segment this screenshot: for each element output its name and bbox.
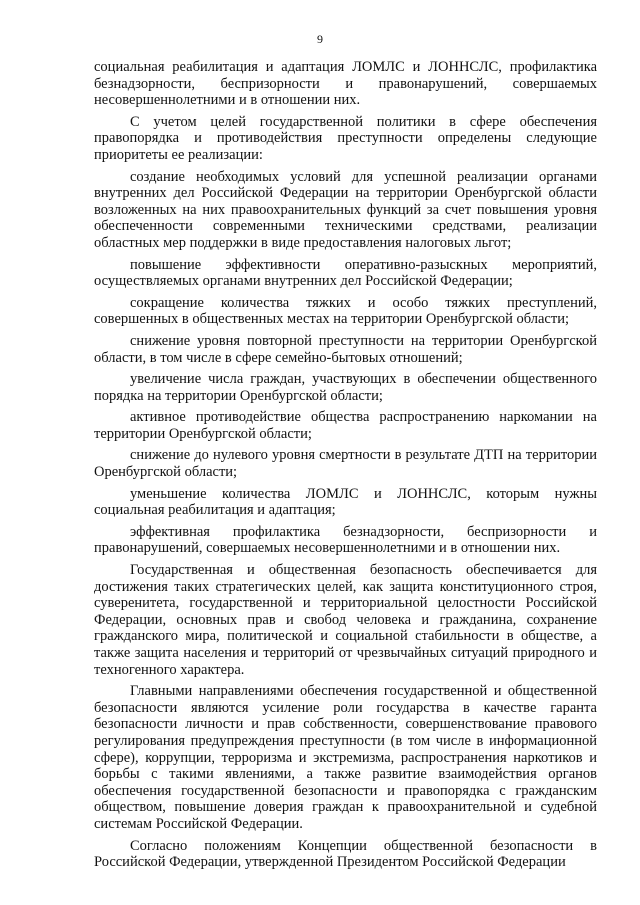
list-item: создание необходимых условий для успешной реализации органами внутренних дел Российской Федерации на территории Оренбургской области возложенных на них правоохранительных функций за счет повышения уровня обеспеченности современными техническими средствами, реализации областных мер поддержки в виде предоставления налоговых льгот;	[94, 168, 597, 251]
paragraph: Государственная и общественная безопасность обеспечивается для достижения таких стратегических целей, как защита конституционного строя, суверенитета, государственной и территориальной целостности Российской Федерации, основных прав и свобод человека и гражданина, сохранение гражданского мира, политической и социальной стабильности в обществе, а также защита населения и территорий от чрезвычайных ситуаций природного и техногенного характера.	[94, 562, 597, 678]
paragraph: Согласно положениям Концепции общественной безопасности в Российской Федерации, утвержденной Президентом Российской Федерации	[94, 837, 597, 871]
list-item: увеличение числа граждан, участвующих в обеспечении общественного порядка на территории Оренбургской области;	[94, 371, 597, 404]
paragraph: С учетом целей государственной политики в сфере обеспечения правопорядка и противодействия преступности определены следующие приоритеты ее реализации:	[94, 113, 597, 163]
list-item: эффективная профилактика безнадзорности, беспризорности и правонарушений, совершаемых несовершеннолетними и в отношении них.	[94, 523, 597, 557]
page-number: 9	[317, 32, 323, 46]
list-item: сокращение количества тяжких и особо тяжких преступлений, совершенных в общественных местах на территории Оренбургской области;	[94, 294, 597, 328]
list-item: уменьшение количества ЛОМЛС и ЛОННСЛС, которым нужны социальная реабилитация и адаптация;	[94, 485, 597, 519]
list-item: повышение эффективности оперативно-разыскных мероприятий, осуществляемых органами внутренних дел Российской Федерации;	[94, 256, 597, 290]
list-item: снижение уровня повторной преступности на территории Оренбургской области, в том числе в сфере семейно-бытовых отношений;	[94, 332, 597, 366]
paragraph: социальная реабилитация и адаптация ЛОМЛС и ЛОННСЛС, профилактика безнадзорности, беспризорности и правонарушений, совершаемых несовершеннолетними и в отношении них.	[94, 59, 597, 109]
document-body	[94, 59, 597, 871]
list-item: активное противодействие общества распространению наркомании на территории Оренбургской области;	[94, 409, 597, 442]
paragraph: Главными направлениями обеспечения государственной и общественной безопасности являются усиление роли государства в качестве гаранта безопасности личности и прав собственности, совершенствование правового регулирования предупреждения преступности (в том числе в информационной сфере), коррупции, терроризма и экстремизма, распространения наркотиков и борьбы с такими явлениями, а также развитие взаимодействия органов обеспечения государственной безопасности и правопорядка с гражданским обществом, повышение доверия граждан к правоохранительной и судебной системам Российской Федерации.	[94, 683, 597, 832]
list-item: снижение до нулевого уровня смертности в результате ДТП на территории Оренбургской области;	[94, 447, 597, 481]
